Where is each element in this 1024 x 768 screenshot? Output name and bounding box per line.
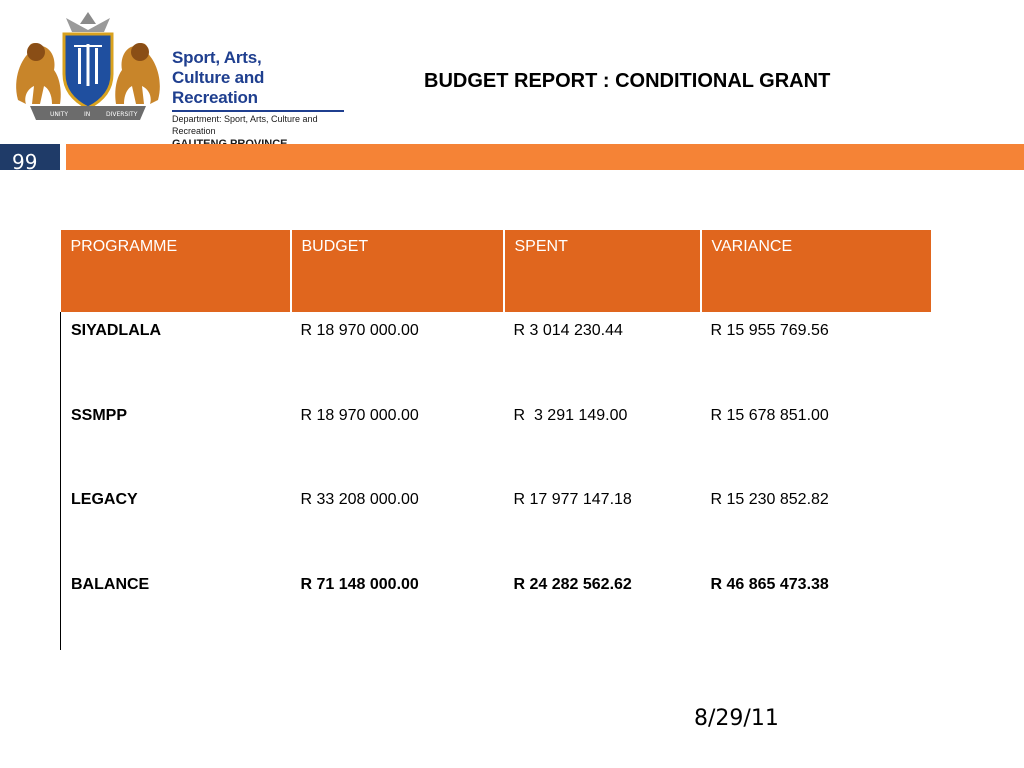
- coat-of-arms-icon: [8, 8, 168, 128]
- logo-line-2: Culture and Recreation: [172, 68, 265, 107]
- column-header-programme: PROGRAMME: [61, 230, 291, 312]
- table-header-row: [61, 230, 931, 312]
- table-row: [61, 312, 931, 397]
- table-row-total: [61, 566, 931, 651]
- column-header-budget: BUDGET: [291, 230, 504, 312]
- column-header-variance: VARIANCE: [701, 230, 931, 312]
- logo-text: [172, 48, 348, 151]
- programme-cell: BALANCE: [61, 566, 291, 651]
- programme-cell: SIYADLALA: [61, 312, 291, 397]
- column-header-spent: SPENT: [504, 230, 701, 312]
- logo-line-1: Sport, Arts,: [172, 48, 262, 67]
- programme-cell: LEGACY: [61, 481, 291, 566]
- programme-cell: SSMPP: [61, 397, 291, 482]
- budget-cell: R 18 970 000.00: [300, 322, 419, 339]
- department-logo: [8, 8, 348, 136]
- motto-right: DIVERSITY: [106, 111, 138, 118]
- variance-cell: R 46 865 473.38: [710, 575, 829, 593]
- header-accent-bar: [66, 144, 1024, 170]
- motto-left: UNITY: [50, 111, 68, 118]
- table-row: [61, 481, 931, 566]
- budget-cell: R 71 148 000.00: [300, 575, 419, 593]
- logo-line-3: Department: Sport, Arts, Culture and Recreation: [172, 114, 318, 136]
- page-title: BUDGET REPORT : CONDITIONAL GRANT: [424, 70, 831, 92]
- spent-cell: R 3 014 230.44: [513, 322, 623, 339]
- motto-mid: IN: [84, 111, 91, 118]
- spent-cell: R 3 291 149.00: [513, 406, 628, 424]
- budget-cell: R 33 208 000.00: [300, 491, 419, 508]
- logo-divider: [172, 110, 344, 112]
- footer-date: 8/29/11: [694, 706, 779, 731]
- budget-table: [60, 230, 931, 650]
- spent-cell: R 24 282 562.62: [513, 575, 632, 593]
- table-row: [61, 397, 931, 482]
- variance-cell: R 15 230 852.82: [710, 491, 829, 508]
- variance-cell: R 15 678 851.00: [710, 406, 829, 424]
- spent-cell: R 17 977 147.18: [513, 491, 632, 508]
- variance-cell: R 15 955 769.56: [710, 322, 829, 339]
- slide-number: 99: [12, 150, 38, 174]
- budget-cell: R 18 970 000.00: [300, 406, 419, 424]
